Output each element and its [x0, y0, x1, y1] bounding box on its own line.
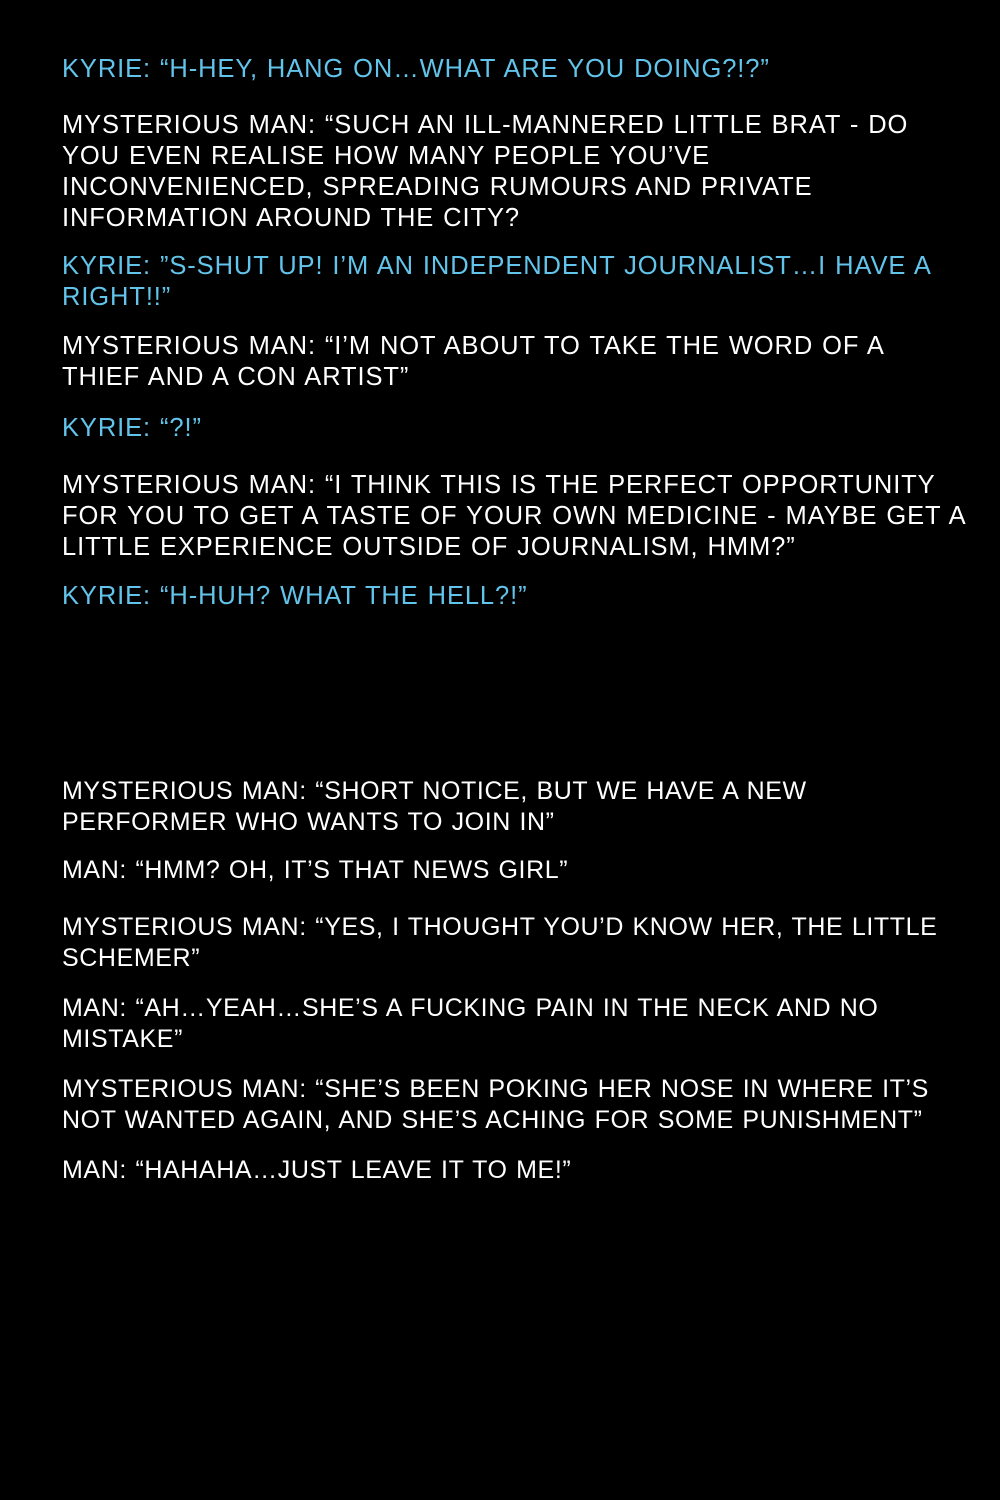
dialogue-line: MYSTERIOUS MAN: “SHORT NOTICE, BUT WE HAVE A NEW PERFORMER WHO WANTS TO JOIN IN”: [62, 777, 816, 836]
dialogue-line: KYRIE: “H-HEY, HANG ON…WHAT ARE YOU DOING?!?”: [62, 55, 770, 83]
dialogue-line: KYRIE: “?!”: [62, 414, 202, 442]
dialogue-line: MYSTERIOUS MAN: “I THINK THIS IS THE PERFECT OPPORTUNITY FOR YOU TO GET A TASTE OF YOUR OWN MEDICINE - MAYBE GET A LITTLE EXPERIENCE OUTSIDE OF JOURNALISM, HMM?”: [62, 471, 975, 561]
dialogue-line: MYSTERIOUS MAN: “SHE’S BEEN POKING HER NOSE IN WHERE IT’S NOT WANTED AGAIN, AND SHE’S ACHING FOR SOME PUNISHMENT”: [62, 1075, 938, 1134]
dialogue-line: MYSTERIOUS MAN: “I’M NOT ABOUT TO TAKE THE WORD OF A THIEF AND A CON ARTIST”: [62, 332, 892, 391]
dialogue-line: MYSTERIOUS MAN: “YES, I THOUGHT YOU’D KNOW HER, THE LITTLE SCHEMER”: [62, 913, 946, 972]
dialogue-line: MAN: “HAHAHA…JUST LEAVE IT TO ME!”: [62, 1156, 572, 1184]
dialogue-line: MYSTERIOUS MAN: “SUCH AN ILL-MANNERED LITTLE BRAT - DO YOU EVEN REALISE HOW MANY PEOPLE YOU’VE INCONVENIENCED, SPREADING RUMOURS AND PRIVATE INFORMATION AROUND THE CITY?: [62, 111, 917, 232]
dialogue-line: KYRIE: “H-HUH? WHAT THE HELL?!”: [62, 582, 528, 610]
dialogue-line: MAN: “HMM? OH, IT’S THAT NEWS GIRL”: [62, 856, 569, 884]
dialogue-line: KYRIE: ”S-SHUT UP! I’M AN INDEPENDENT JOURNALIST…I HAVE A RIGHT!!”: [62, 252, 940, 311]
dialogue-line: MAN: “AH…YEAH…SHE’S A FUCKING PAIN IN THE NECK AND NO MISTAKE”: [62, 994, 887, 1053]
